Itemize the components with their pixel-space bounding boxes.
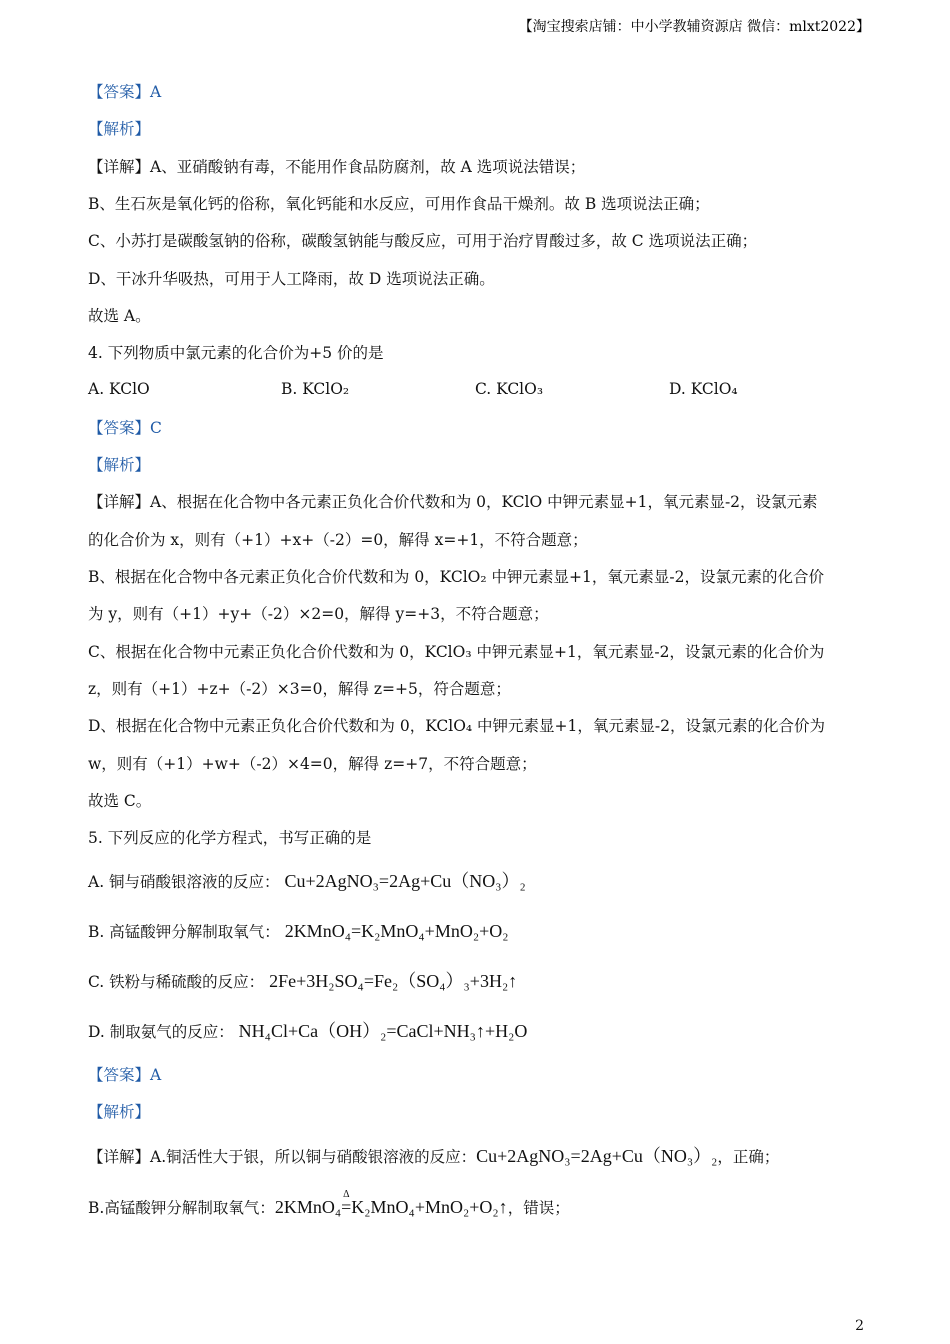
option-label: D. 制取氨气的反应： [88,1023,234,1041]
detail-text: B.高锰酸钾分解制取氧气： [88,1199,275,1217]
page-number: 2 [855,1318,864,1334]
q4-option-a: A. KClO [88,380,150,398]
equation: Cu+2AgNO₃=2Ag+Cu（NO₃）₂ [284,871,526,891]
analysis-label: 【解析】 [88,1103,151,1121]
option-label: C. 铁粉与稀硫酸的反应： [88,973,265,991]
q5-option-a [88,870,526,893]
q4-option-b: B. KClO₂ [281,380,350,398]
equation: 2KMnO₄ [274,1197,342,1217]
detail-text: ，错误； [507,1199,570,1217]
q5-option-b [88,920,509,943]
question-4: 4. 下列物质中氯元素的化合价为+5 价的是 [88,344,384,362]
answer-label: 【答案】A [88,1066,162,1084]
detail-a [88,1145,779,1168]
text-line: C、根据在化合物中元素正负化合价代数和为 0，KClO₃ 中钾元素显+1，氧元素显-2，设氯元素的化合价为 [88,643,825,661]
text-line: D、根据在化合物中元素正负化合价代数和为 0，KClO₄ 中钾元素显+1，氧元素显-2，设氯元素的化合价为 [88,717,825,735]
equation: 2KMnO₄=K₂MnO₄+MnO₂+O₂ [284,921,509,941]
text-line: z，则有（+1）+z+（-2）×3=0，解得 z=+5，符合题意； [88,680,511,698]
q5-option-d [88,1020,527,1043]
analysis-label: 【解析】 [88,120,151,138]
q5-option-c [88,970,517,993]
text-line: 【详解】A、亚硝酸钠有毒，不能用作食品防腐剂，故 A 选项说法错误； [88,158,586,176]
page-header: 【淘宝搜索店铺：中小学教辅资源店 微信：mlxt2022】 [518,19,870,35]
text-line: 【详解】A、根据在化合物中各元素正负化合价代数和为 0，KClO 中钾元素显+1，氧元素显-2，设氯元素 [88,493,818,511]
text-line: C、小苏打是碳酸氢钠的俗称，碳酸氢钠能与酸反应，可用于治疗胃酸过多，故 C 选项说法正确； [88,232,758,250]
option-label: A. 铜与硝酸银溶液的反应： [88,873,280,891]
equation: K₂MnO₄+MnO₂+O₂↑ [351,1197,508,1217]
text-line: 故选 A。 [88,307,151,325]
heat-condition: Δ [343,1189,350,1200]
equation: NH₄Cl+Ca（OH）₂=CaCl+NH₃↑+H₂O [238,1021,528,1041]
analysis-label: 【解析】 [88,456,151,474]
equation: 2Fe+3H₂SO₄=Fe₂（SO₄）₃+3H₂↑ [269,971,518,991]
text-line: B、生石灰是氧化钙的俗称，氧化钙能和水反应，可用作食品干燥剂。故 B 选项说法正确； [88,195,710,213]
option-label: B. 高锰酸钾分解制取氧气： [88,923,280,941]
answer-label: 【答案】A [88,83,162,101]
q4-option-d: D. KClO₄ [669,380,738,398]
text-line: B、根据在化合物中各元素正负化合价代数和为 0，KClO₂ 中钾元素显+1，氧元素显-2，设氯元素的化合价 [88,568,824,586]
text-line: D、干冰升华吸热，可用于人工降雨，故 D 选项说法正确。 [88,270,495,288]
detail-b: B.高锰酸钾分解制取氧气：2KMnO₄ Δ =K₂MnO₄+MnO₂+O₂↑，错误； [88,1196,570,1219]
text-line: 为 y，则有（+1）+y+（-2）×2=0，解得 y=+3，不符合题意； [88,605,549,623]
text-line: w，则有（+1）+w+（-2）×4=0，解得 z=+7，不符合题意； [88,755,537,773]
text-line: 的化合价为 x，则有（+1）+x+（-2）=0，解得 x=+1，不符合题意； [88,531,588,549]
detail-text: ，正确； [717,1148,780,1166]
text-line: 故选 C。 [88,792,152,810]
detail-text: 【详解】A.铜活性大于银，所以铜与硝酸银溶液的反应： [88,1148,477,1166]
q4-option-c: C. KClO₃ [475,380,544,398]
equation: Cu+2AgNO₃=2Ag+Cu（NO₃）₂ [476,1146,718,1166]
question-5: 5. 下列反应的化学方程式，书写正确的是 [88,829,372,847]
answer-label: 【答案】C [88,419,162,437]
